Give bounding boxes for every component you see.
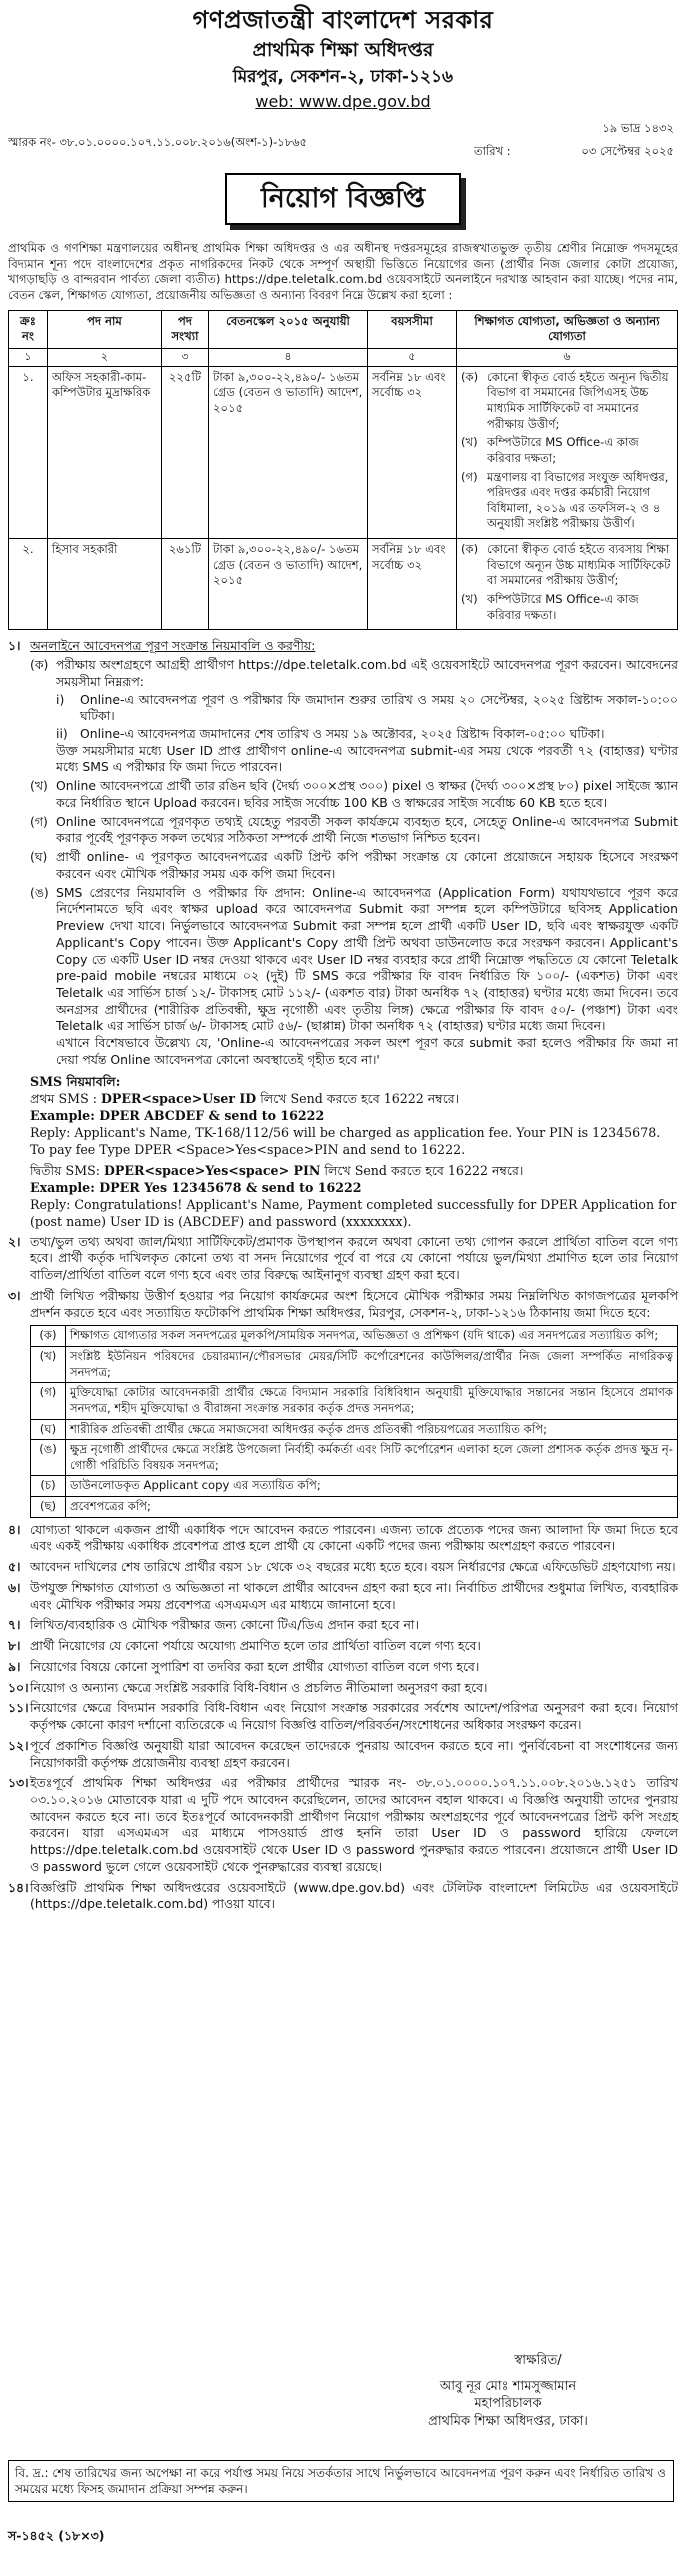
item-text: এখানে বিশেষভাবে উল্লেখ্য যে, 'Online-এ আবেদনপত্রের সকল অংশ পূরণ করে submit করা হলেও পরীক্ষার ফি জমা না দেয়া পর্যন্ত Online আবেদনপত্র কোনো অবস্থাতেই গৃহীত হবে না।' — [56, 1035, 678, 1067]
item-key: i) — [56, 691, 65, 707]
reference-row — [8, 121, 678, 167]
col-header-pay: বেতনস্কেল ২০১৫ অনুযায়ী — [209, 310, 368, 348]
table-row: (ঙ) ক্ষুদ্র নৃগোষ্ঠী প্রার্থীদের ক্ষেত্রে সংশ্লিষ্ট উপজেলা নির্বাহী কর্মকর্তা এবং সিটি কর্পোরেশন এলাকা হলে জেলা প্রশাসক কর্তৃক প্রদত্ত ক্ষুদ্র নৃ-গোষ্ঠী পরিচিতি বিষয়ক সনদপত্র; — [31, 1440, 678, 1476]
item-text: প্রার্থী online- এ পূরণকৃত আবেদনপত্রের একটি প্রিন্ট কপি পরীক্ষা সংক্রান্ত যে কোনো প্রয়োজনে সহায়ক হিসেবে সংরক্ষণ করবেন এবং মৌখিক পরীক্ষার সময় এক কপি জমা দিবেন। — [56, 849, 678, 881]
section-10: ১০। নিয়োগ ও অন্যান্য ক্ষেত্রে সংশ্লিষ্ট সরকারি বিধি-বিধান ও প্রচলিত নীতিমালা অনুসরণ করা হবে। — [8, 1679, 488, 1695]
col-header-post: পদ নাম — [48, 310, 162, 348]
item-key: ii) — [56, 725, 68, 741]
col-number: ৫ — [368, 348, 457, 366]
table-row: (গ) মুক্তিযোদ্ধা কোটার আবেদনকারী প্রার্থীর ক্ষেত্রে বিদ্যমান সরকারি বিধিবিধান অনুযায়ী মুক্তিযোদ্ধার সন্তানের সন্তান হিসেবে প্রমাণক সনদপত্র, শহীদ মুক্তিযোদ্ধা ও বীরাঙ্গনা সংক্রান্ত সরকার কর্তৃক প্রদত্ত সনদপত্র; — [31, 1383, 678, 1419]
col-number: ৪ — [209, 348, 368, 366]
qual-text: কম্পিউটারে MS Office-এ কাজ করিবার দক্ষতা। — [487, 592, 639, 622]
col-number: ৬ — [457, 348, 678, 366]
website-link[interactable]: web: www.dpe.gov.bd — [255, 91, 431, 111]
section-5: ৫। আবেদন দাখিলের শেষ তারিখে প্রার্থীর বয়স ১৮ থেকে ৩২ বছরের মধ্যে হতে হবে। বয়স নির্ধারণের ক্ষেত্রে এফিডেভিট গ্রহণযোগ্য নয়। — [8, 1559, 676, 1575]
item-text: Online আবেদনপত্রে পূরণকৃত তথ্যই যেহেতু পরবর্তী সকল কার্যক্রমে ব্যবহৃত হবে, সেহেতু Online-এ আবেদনপত্র Submit করার পূর্বেই পূরণকৃত সকল তথ্যের সঠিকতা সম্পর্কে প্রার্থী নিজে শতভাগ নিশ্চিত হবেন। — [56, 813, 678, 846]
instructions-section — [8, 638, 678, 1913]
section-11: ১১। নিয়োগের ক্ষেত্রে বিদ্যমান সরকারি বিধি-বিধান এবং নিয়োগ সংক্রান্ত সরকারের সর্বশেষ আদেশ/পরিপত্র অনুসরণ করা হবে। নিয়োগ কর্তৃপক্ষ কোনো কারণ দর্শানো ব্যতিরেকে এ নিয়োগ বিজ্ঞপ্তি বাতিল/পরিবর্তন/সংশোধনের অধিকার সংরক্ষণ করেন। — [8, 1700, 678, 1733]
table-row: (চ) ডাউনলোডকৃত Applicant copy এর সত্যায়িত কপি; — [31, 1476, 678, 1497]
col-header-sl: ক্রঃ নং — [9, 310, 48, 348]
column-number-row — [9, 348, 678, 366]
table-row: (ক) শিক্ষাগত যোগ্যতার সকল সনদপত্রের মূলকপি/সাময়িক সনদপত্র, অভিজ্ঞতা ও প্রশিক্ষণ (যদি থাকে) এর সনদপত্রের সত্যায়িত কপি; — [31, 1326, 678, 1347]
table-row: (খ) সংশ্লিষ্ট ইউনিয়ন পরিষদের চেয়ারম্যান/পৌরসভার মেয়র/সিটি কর্পোরেশনের কাউন্সিলর/প্রার্থীর নিজ জেলা সম্পর্কিত নাগরিকত্ব সনদপত্র; — [31, 1346, 678, 1382]
table-row: (ছ) প্রবেশপত্রের কপি; — [31, 1497, 678, 1518]
qual-text: কোনো স্বীকৃত বোর্ড হইতে ব্যবসায় শিক্ষা বিভাগে অন্যূন উচ্চ মাধ্যমিক সার্টিফিকেট বা সমমানের পরীক্ষায় উত্তীর্ণ; — [487, 542, 671, 588]
sms-example-1: Example: DPER ABCDEF & send to 16222 — [30, 1107, 325, 1123]
intro-paragraph: প্রাথমিক ও গণশিক্ষা মন্ত্রণালয়ের অধীনস্থ প্রাথমিক শিক্ষা অধিদপ্তর ও এর অধীনস্থ দপ্তরসমূহের রাজস্বখাতভুক্ত তৃতীয় শ্রেণীর নিম্নোক্ত পদসমূহের বিদ্যমান শূন্য পদে বাংলাদেশের প্রকৃত নাগরিকদের নিকট থেকে সম্পূর্ণ অস্থায়ী ভিত্তিতে নিয়োগের জন্য (প্রার্থীর নিজ জেলার কোটা প্রযোজ্য, খাগড়াছড়ি ও বান্দরবান পার্বত্য জেলা ব্যতীত) https://dpe.teletalk.com.bd ওয়েবসাইটে অনলাইনে দরখাস্ত আহবান করা যাচ্ছে। পদের নাম, বেতন স্কেল, শিক্ষাগত যোগ্যতা, প্রয়োজনীয় অভিজ্ঞতা ও অন্যান্য বিবরণ নিম্নে উল্লেখ করা হলো : — [8, 241, 678, 302]
sms-reply-2: Reply: Congratulations! Applicant's Name, Payment completed successfully for DPER Application for (post name) User ID is (ABCDEF) and password (xxxxxxxx). — [30, 1196, 677, 1229]
section-number: ৩। — [8, 1287, 21, 1303]
row-qualification — [457, 366, 678, 538]
table-row: (ঘ) শারীরিক প্রতিবন্ধী প্রার্থীর ক্ষেত্রে সমাজসেবা অধিদপ্তর কর্তৃক প্রদত্ত প্রতিবন্ধী পরিচয়পত্রের সত্যায়িত কপি; — [31, 1419, 678, 1440]
notice-title: নিয়োগ বিজ্ঞপ্তি — [225, 173, 461, 225]
posts-table — [8, 310, 678, 631]
section-3 — [8, 1288, 678, 1518]
section-7: ৭। লিখিত/ব্যবহারিক ও মৌখিক পরীক্ষার জন্য কোনো টিএ/ডিএ প্রদান করা হবে না। — [8, 1617, 419, 1633]
col-number: ৩ — [162, 348, 209, 366]
sms-second: দ্বিতীয় SMS: DPER<space>Yes<space> PIN লিখে Send করতে হবে 16222 নম্বরে। — [30, 1162, 524, 1178]
col-number: ২ — [48, 348, 162, 366]
sms-reply-1: Reply: Applicant's Name, TK-168/112/56 will be charged as application fee. Your PIN is 12345678. To pay fee Type DPER <Space>Yes<space>PIN and send to 16222. — [30, 1124, 661, 1157]
table-row — [9, 539, 678, 630]
section-9: ৯। নিয়োগের বিষয়ে কোনো সুপারিশ বা তদবির করা হলে প্রার্থীর যোগ্যতা বাতিল বলে গণ্য হবে। — [8, 1658, 480, 1674]
sms-first: প্রথম SMS : DPER<space>User ID লিখে Send করতে হবে 16222 নম্বরে। — [30, 1090, 460, 1106]
item-key: (গ) — [30, 813, 48, 829]
item-key: (ক) — [30, 657, 49, 673]
sms-example-2: Example: DPER Yes 12345678 & send to 16222 — [30, 1179, 362, 1195]
col-header-age: বয়সসীমা — [368, 310, 457, 348]
row-age-limit: সর্বনিম্ন ১৮ এবং সর্বোচ্চ ৩২ — [368, 366, 457, 538]
section-1 — [8, 638, 678, 1068]
col-number: ১ — [9, 348, 48, 366]
notice-page — [8, 0, 678, 2560]
qual-key: (খ) — [461, 435, 478, 450]
date-bangla: ১৯ ভাদ্র ১৪৩২ — [602, 120, 674, 135]
row-qualification — [457, 539, 678, 630]
signatory-office: প্রাথমিক শিক্ষা অধিদপ্তর, ঢাকা। — [428, 2413, 588, 2429]
section-4: ৪। যোগ্যতা থাকলে একজন প্রার্থী একাধিক পদে আবেদন করতে পারবেন। এজন্য তাকে প্রত্যেক পদের জন্য আলাদা ফি জমা দিতে হবে এবং একই পরীক্ষায় একাধিক প্রবেশপত্র প্রাপ্ত হলে প্রার্থী যে কোনো একটি পদের জন্য পরীক্ষায় অংশগ্রহণ করতে পারবেন। — [8, 1521, 678, 1554]
date-block — [474, 121, 674, 160]
qual-text: কম্পিউটারে MS Office-এ কাজ করিবার দক্ষতা; — [487, 435, 639, 465]
item-key: (ঙ) — [30, 884, 49, 900]
section-12: ১২। পূর্বে প্রকাশিত বিজ্ঞপ্তি অনুযায়ী যারা আবেদন করেছেন তাদেরকে পুনরায় আবেদন করতে হবে না। পুনর্বিবেচনা বা সংশোধনের জন্য নিয়োগকারী কর্তৃপক্ষ প্রয়োজনীয় ব্যবস্থা গ্রহণ করবেন। — [8, 1737, 678, 1770]
government-title: গণপ্রজাতন্ত্রী বাংলাদেশ সরকার — [192, 6, 494, 34]
qual-key: (গ) — [461, 469, 478, 484]
section-6: ৬। উপযুক্ত শিক্ষাগত যোগ্যতা ও অভিজ্ঞতা না থাকলে প্রার্থীর আবেদন গ্রহণ করা হবে না। নির্বাচিত প্রার্থীদের শুধুমাত্র লিখিত, ব্যবহারিক এবং মৌখিক পরীক্ষার সময় প্রবেশপত্র এসএমএস এর মাধ্যমে জানানো হবে। — [8, 1579, 678, 1612]
department-name: প্রাথমিক শিক্ষা অধিদপ্তর — [252, 39, 434, 62]
memo-number: স্মারক নং- ৩৮.০১.০০০০.১০৭.১১.০০৮.২০১৬(অংশ-১)-১৮৬৫ — [8, 134, 308, 149]
office-address: মিরপুর, সেকশন-২, ঢাকা-১২১৬ — [232, 67, 454, 88]
section-number: ২। — [8, 1233, 21, 1249]
section-14: ১৪। বিজ্ঞপ্তিটি প্রাথমিক শিক্ষা অধিদপ্তরের ওয়েবসাইটে (www.dpe.gov.bd) এবং টেলিটক বাংলাদেশ লিমিটেড এর ওয়েবসাইটে (https://dpe.teletalk.com.bd) পাওয়া যাবে। — [8, 1879, 678, 1912]
row-post-name: অফিস সহকারী-কাম-কম্পিউটার মুদ্রাক্ষরিক — [48, 366, 162, 538]
qual-key: (ক) — [461, 542, 479, 557]
date-label: তারিখ : — [474, 144, 511, 159]
section-text: তথ্য/ভুল তথ্য অথবা জাল/মিথ্যা সার্টিফিকেট/প্রমাণক উপস্থাপন করলে অথবা কোনো তথ্য গোপন করলে প্রার্থিতা বাতিল বলে গণ্য হবে। প্রার্থী কর্তৃক দাখিলকৃত কোনো তথ্য বা সনদ নিয়োগের পূর্বে বা পরে যে কোনো পর্যায়ে ভুল/মিথ্যা প্রমাণিত হলে তার নিয়োগ বাতিল/প্রার্থিতা বাতিল বলে গণ্য হবে এবং তার বিরুদ্ধে আইনানুগ ব্যবস্থা গ্রহণ করা হবে। — [30, 1233, 678, 1283]
letterhead — [8, 0, 678, 113]
item-text: Online আবেদনপত্রে প্রার্থী তার রঙিন ছবি (দৈর্ঘ্য ৩০০×প্রস্থ ৩০০) pixel ও স্বাক্ষর (দৈর্ঘ্য ৩০০×প্রস্থ ৮০) pixel সাইজে স্ক্যান করে নির্ধারিত স্থানে Upload করবেন। ছবির সাইজ সর্বোচ্চ 100 KB ও স্বাক্ষরের সাইজ সর্বোচ্চ 60 KB হতে হবে। — [56, 778, 678, 810]
qual-key: (ক) — [461, 369, 479, 384]
row-age-limit: সর্বনিম্ন ১৮ এবং সর্বোচ্চ ৩২ — [368, 539, 457, 630]
row-post-count: ২২৫টি — [162, 366, 209, 538]
section-13: ১৩। ইতঃপূর্বে প্রাথমিক শিক্ষা অধিদপ্তর এর পরীক্ষার প্রার্থীদের স্মারক নং- ৩৮.০১.০০০০.১০৭.১১.০০৮.২০১৬.১২৫১ তারিখ ০৩.১০.২০১৬ মোতাবেক যারা এ দুটি পদে আবেদন করেছিলেন, তাদের আবেদন বহাল থাকবে। এ বিজ্ঞপ্তি অনুযায়ী তাদের পুনরায় আবেদন করতে হবে না। তবে ইতঃপূর্বে আবেদনকারী প্রার্থীগণ নিয়োগ পরীক্ষায় অংশগ্রহণের পূর্বে আবেদনপত্রের প্রিন্ট কপি সংগ্রহ করবেন। যারা এসএমএস এর মাধ্যমে পাসওয়ার্ড প্রাপ্ত হননি তারা User ID ও password হারিয়ে ফেললে https://dpe.teletalk.com.bd ওয়েবসাইট থেকে User ID ও password পুনরুদ্ধার করতে পারবেন। প্রয়োজনে প্রার্থী User ID ও password ভুলে গেলে ওয়েবসাইট থেকে পুনরুদ্ধারের ব্যবস্থা রয়েছে। — [8, 1775, 678, 1874]
table-row — [9, 366, 678, 538]
qual-text: মন্ত্রণালয় বা বিভাগের সংযুক্ত অধিদপ্তর, পরিদপ্তর এবং দপ্তর কর্মচারী নিয়োগ বিধিমালা, ২০১৯ এর তফসিল-২ ও ৪ অনুযায়ী সংশ্লিষ্ট পরীক্ষায় উত্তীর্ণ। — [487, 469, 669, 531]
col-header-count: পদ সংখ্যা — [162, 310, 209, 348]
date-english: ০৩ সেপ্টেম্বর ২০২৫ — [581, 144, 674, 159]
sms-instructions — [30, 1073, 678, 1230]
row-post-name: হিসাব সহকারী — [48, 539, 162, 630]
table-header-row — [9, 310, 678, 348]
item-key: (ঘ) — [30, 849, 48, 865]
note-box: বি. দ্র.: শেষ তারিখের জন্য অপেক্ষা না করে পর্যাপ্ত সময় নিয়ে সতর্কতার সাথে নির্ভুলভাবে আবেদনপত্র পূরণ করুন এবং নির্ধারিত তারিখ ও সময়ের মধ্যে ফিসহ জমাদান প্রক্রিয়া সম্পন্ন করুন। — [8, 2460, 674, 2502]
footer-code: স-১৪৫২ (১৮×৩) — [8, 2528, 105, 2543]
signature-block — [348, 2352, 668, 2430]
documents-table — [30, 1325, 678, 1517]
sms-heading: SMS নিয়মাবলি: — [30, 1073, 121, 1089]
item-key: (খ) — [30, 778, 48, 794]
row-pay-scale: টাকা ৯,৩০০-২২,৪৯০/- ১৬তম গ্রেড (বেতন ও ভাতাদি) আদেশ, ২০১৫ — [209, 539, 368, 630]
section-text: প্রার্থী লিখিত পরীক্ষায় উত্তীর্ণ হওয়ার পর নিয়োগ কার্যক্রমের অংশ হিসেবে মৌখিক পরীক্ষার সময় নিম্নলিখিত কাগজপত্রের মূলকপি প্রদর্শন করতে হবে এবং সত্যায়িত ফটোকপি প্রাথমিক শিক্ষা অধিদপ্তর, মিরপুর, সেকশন-২, ঢাকা-১২১৬ ঠিকানায় জমা দিতে হবে: — [30, 1287, 678, 1320]
section-title: অনলাইনে আবেদনপত্র পূরণ সংক্রান্ত নিয়মাবলি ও করণীয়: — [30, 638, 316, 654]
qual-key: (খ) — [461, 592, 478, 607]
signatory-name: আবু নূর মোঃ শামসুজ্জামান — [439, 2378, 577, 2394]
item-text: SMS প্রেরণের নিয়মাবলি ও পরীক্ষার ফি প্রদান: Online-এ আবেদনপত্র (Application Form) যথাযথভাবে পূরণ করে নির্দেশনামতে ছবি এবং স্বাক্ষর upload করে আবেদনপত্র Submit করা সম্পন্ন হলে কম্পিউটারে ছবিসহ Application Preview দেখা যাবে। নির্ভুলভাবে আবেদনপত্র Submit করা সম্পন্ন হলে প্রার্থী একটি User ID, ছবি এবং স্বাক্ষরযুক্ত একটি Applicant's Copy পাবেন। উক্ত Applicant's Copy প্রার্থী প্রিন্ট অথবা ডাউনলোড করে সংরক্ষণ করবেন। Applicant's Copy তে একটি User ID নম্বর দেওয়া থাকবে এবং User ID নম্বর ব্যবহার করে প্রার্থী নিম্নোক্ত পদ্ধতিতে যে কোনো Teletalk pre-paid mobile নম্বরের মাধ্যমে ০২ (দুই) টি SMS করে পরীক্ষার ফি বাবদ নির্ধারিত ফি ১০০/- (একশত) টাকা এবং Teletalk এর সার্ভিস চার্জ ১২/- টাকাসহ মোট ১১২/- (একশত বার) টাকা অনধিক ৭২ (বাহাত্তর) ঘণ্টার মধ্যে জমা দিবেন। তবে অনগ্রসর প্রার্থীদের (শারীরিক প্রতিবন্ধী, ক্ষুদ্র নৃগোষ্ঠী এবং তৃতীয় লিঙ্গ) ক্ষেত্রে পরীক্ষার ফি বাবদ ৫০/- (পঞ্চাশ) টাকা এবং Teletalk এর সার্ভিস চার্জ ৬/- টাকাসহ মোট ৫৬/- (ছাপ্পান্ন) টাকা অনধিক ৭২ (বাহাত্তর) ঘণ্টার মধ্যে জমা দিবেন। — [56, 884, 678, 1034]
signed-label: স্বাক্ষরিত/ — [514, 2353, 562, 2368]
item-text: Online-এ আবেদনপত্র পূরণ ও পরীক্ষার ফি জমাদান শুরুর তারিখ ও সময় ২০ সেপ্টেম্বর, ২০২৫ খ্রিষ্টাব্দ সকাল-১০:০০ ঘটিকা। — [80, 691, 678, 724]
item-text: পরীক্ষায় অংশগ্রহণে আগ্রহী প্রার্থীগণ https://dpe.teletalk.com.bd এই ওয়েবসাইটে আবেদনপত্র পূরণ করবেন। আবেদনের সময়সীমা নিম্নরূপ: — [56, 657, 678, 689]
row-sl: ১. — [9, 366, 48, 538]
section-8: ৮। প্রার্থী নিয়োগের যে কোনো পর্যায়ে অযোগ্য প্রমাণিত হলে তার প্রার্থিতা বাতিল বলে গণ্য হবে। — [8, 1638, 481, 1654]
row-post-count: ২৬১টি — [162, 539, 209, 630]
section-number: ১। — [8, 638, 21, 654]
qual-text: কোনো স্বীকৃত বোর্ড হইতে অন্যূন দ্বিতীয় বিভাগ বা সমমানের জিপিএসহ উচ্চ মাধ্যমিক সার্টিফিকেট বা সমমানের পরীক্ষায় উত্তীর্ণ; — [487, 369, 669, 431]
signatory-designation: মহাপরিচালক — [474, 2396, 542, 2412]
row-sl: ২. — [9, 539, 48, 630]
item-text: Online-এ আবেদনপত্র জমাদানের শেষ তারিখ ও সময় ১৯ অক্টোবর, ২০২৫ খ্রিষ্টাব্দ বিকাল-০৫:০০ ঘটিকা। — [80, 725, 605, 741]
item-text: উক্ত সময়সীমার মধ্যে User ID প্রাপ্ত প্রার্থীগণ online-এ আবেদনপত্র submit-এর সময় থেকে পরবর্তী ৭২ (বাহাত্তর) ঘণ্টার মধ্যে SMS এ পরীক্ষার ফি জমা দিতে পারবেন। — [56, 742, 678, 775]
row-pay-scale: টাকা ৯,৩০০-২২,৪৯০/- ১৬তম গ্রেড (বেতন ও ভাতাদি) আদেশ, ২০১৫ — [209, 366, 368, 538]
section-2 — [8, 1234, 678, 1284]
col-header-qualification: শিক্ষাগত যোগ্যতা, অভিজ্ঞতা ও অন্যান্য যোগ্যতা — [457, 310, 678, 348]
